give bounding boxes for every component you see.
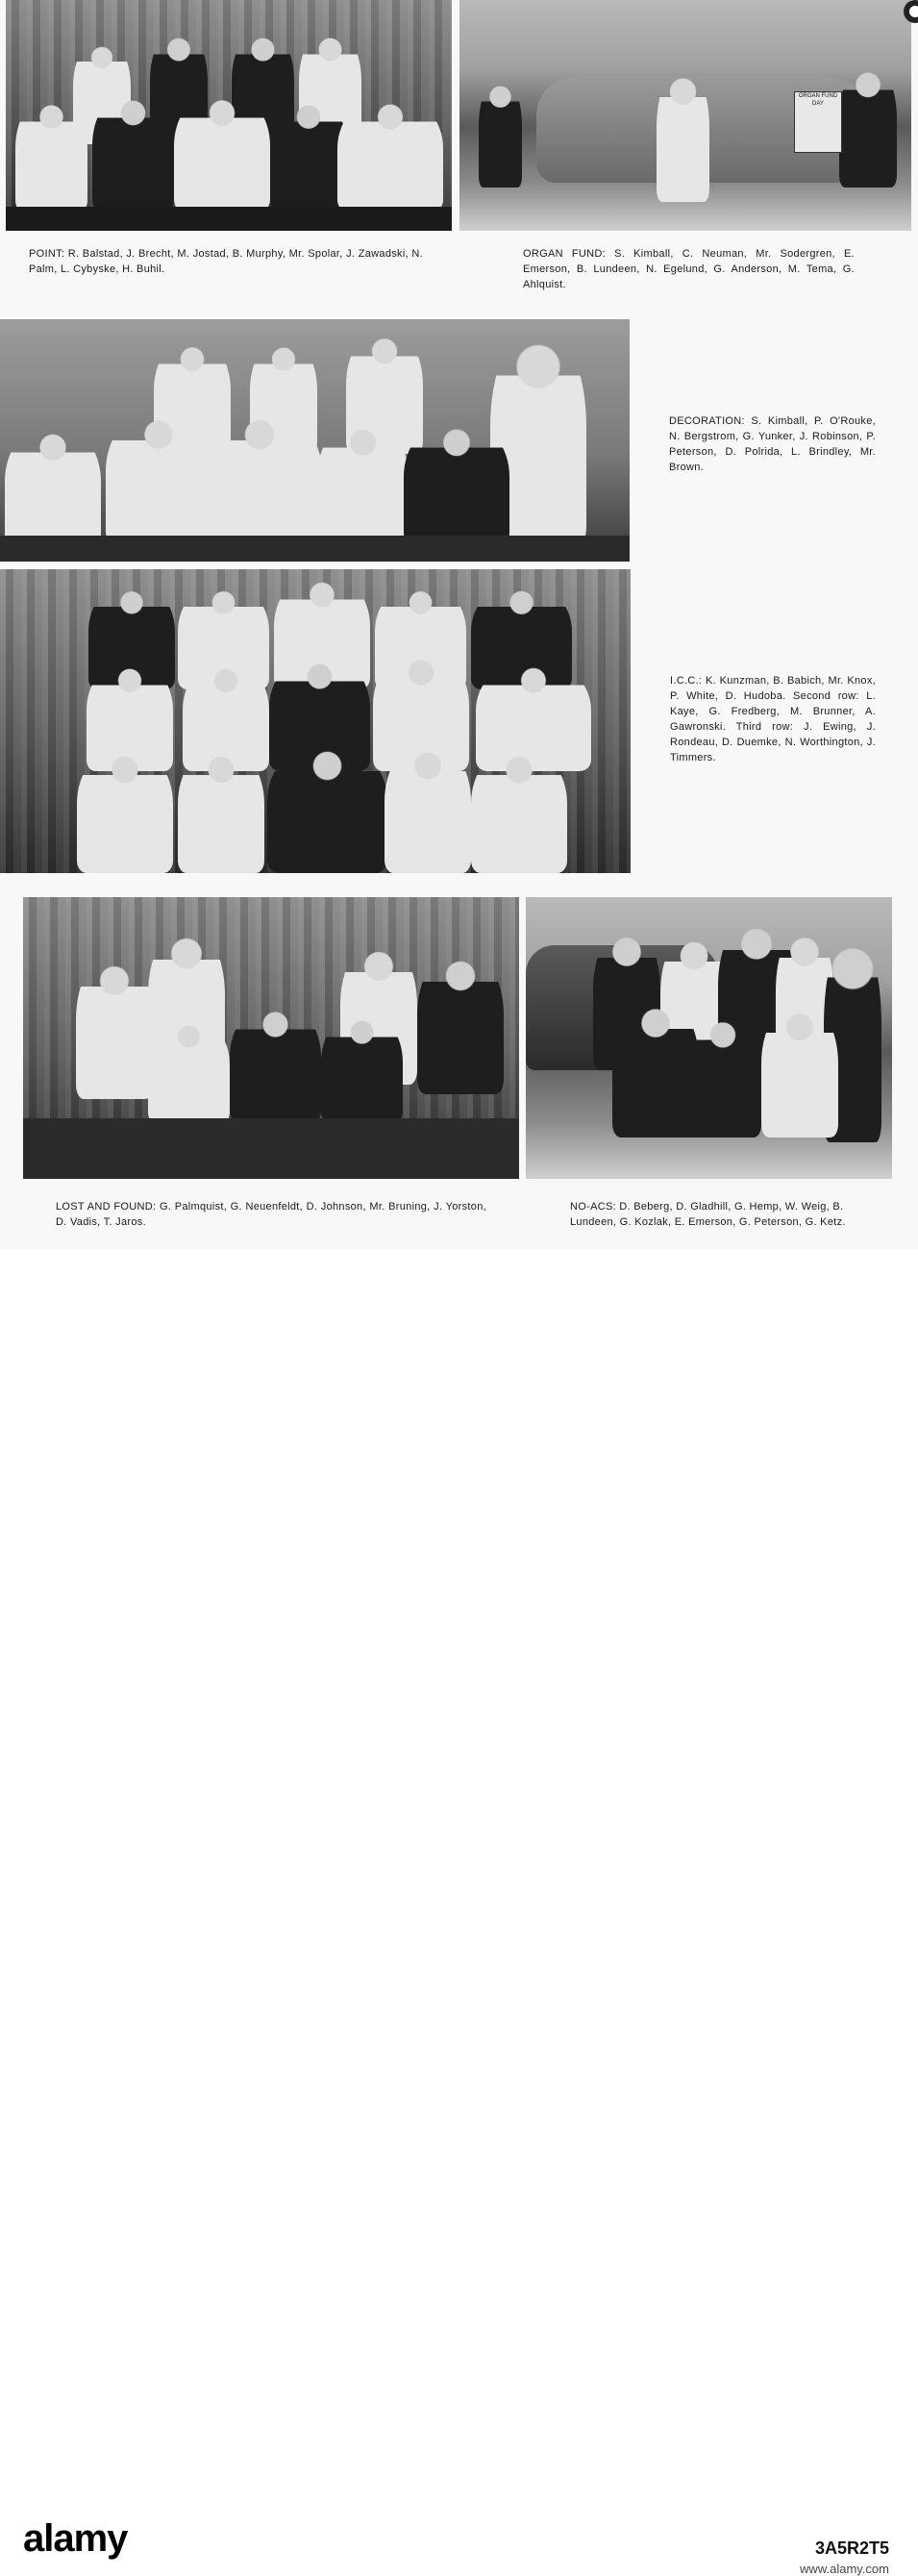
person [106,411,211,545]
yearbook-page [0,0,918,1250]
caption-point: POINT: R. Balstad, J. Brecht, M. Jostad, B. Murphy, Mr. Spolar, J. Zawadski, N. Palm, L. Cybyske, H. Buhil. [29,248,423,275]
alamy-logo: alamy [23,2517,128,2560]
caption-decoration: DECORATION: S. Kimball, P. O'Rouke, N. Bergstrom, G. Yunker, J. Robinson, P. Peterson, D. Polrida, L. Brindley, Mr. Brown. [669,415,876,473]
person [317,420,409,545]
person [270,96,347,212]
person [657,67,709,202]
person [76,955,153,1099]
person [337,96,443,212]
caption-lost-and-found: LOST AND FOUND: G. Palmquist, G. Neuenfeldt, D. Johnson, Mr. Bruning, J. Yorston, D. Vadis, T. Jaros. [56,1201,486,1228]
photo-no-acs [526,897,892,1179]
person [479,77,522,188]
person [178,747,264,873]
sign-line-2: DAY [812,101,824,107]
person [404,420,509,545]
caption-icc: I.C.C.: K. Kunzman, B. Babich, Mr. Knox, P. White, D. Hudoba. Second row: L. Kaye, G. Fredberg, M. Brunner, A. Gawronski. Third row: J. Ewing, J. Rondeau, D. Duemke, N. Worthington, J. Timmers. [670,675,876,763]
person [417,950,504,1094]
person [684,1013,761,1138]
person [321,1013,403,1123]
person [77,747,173,873]
person [839,63,897,188]
photo-point [6,0,452,231]
person [92,91,174,212]
person [15,96,87,212]
caption-no-acs: NO-ACS: D. Beberg, D. Gladhill, G. Hemp, W. Weig, B. Lundeen, G. Kozlak, E. Emerson, G. Peterson, G. Ketz. [570,1201,846,1228]
organ-fund-sign [794,91,842,153]
person [148,1017,230,1123]
table [0,536,630,562]
photo-organ-fund [459,0,911,231]
person [174,91,270,212]
person [385,742,471,873]
person [471,747,567,873]
watermark-footer [0,1250,918,2576]
image-id: 3A5R2T5 [814,2538,889,2558]
table [23,1118,519,1179]
person [267,742,387,873]
footer-url: www.alamy.com [800,2562,889,2576]
person [230,1003,321,1123]
person [5,425,101,550]
photo-icc [0,569,631,873]
person [197,411,322,545]
photo-lost-and-found [23,897,519,1179]
caption-organ-fund: ORGAN FUND: S. Kimball, C. Neuman, Mr. Sodergren, E. Emerson, B. Lundeen, N. Egelund, G. Anderson, M. Tema, G. Ahlquist. [523,248,855,290]
sign-line-1: ORGAN FUND [798,93,838,99]
photo-decoration [0,319,630,562]
person [761,1003,838,1138]
table [6,207,452,231]
